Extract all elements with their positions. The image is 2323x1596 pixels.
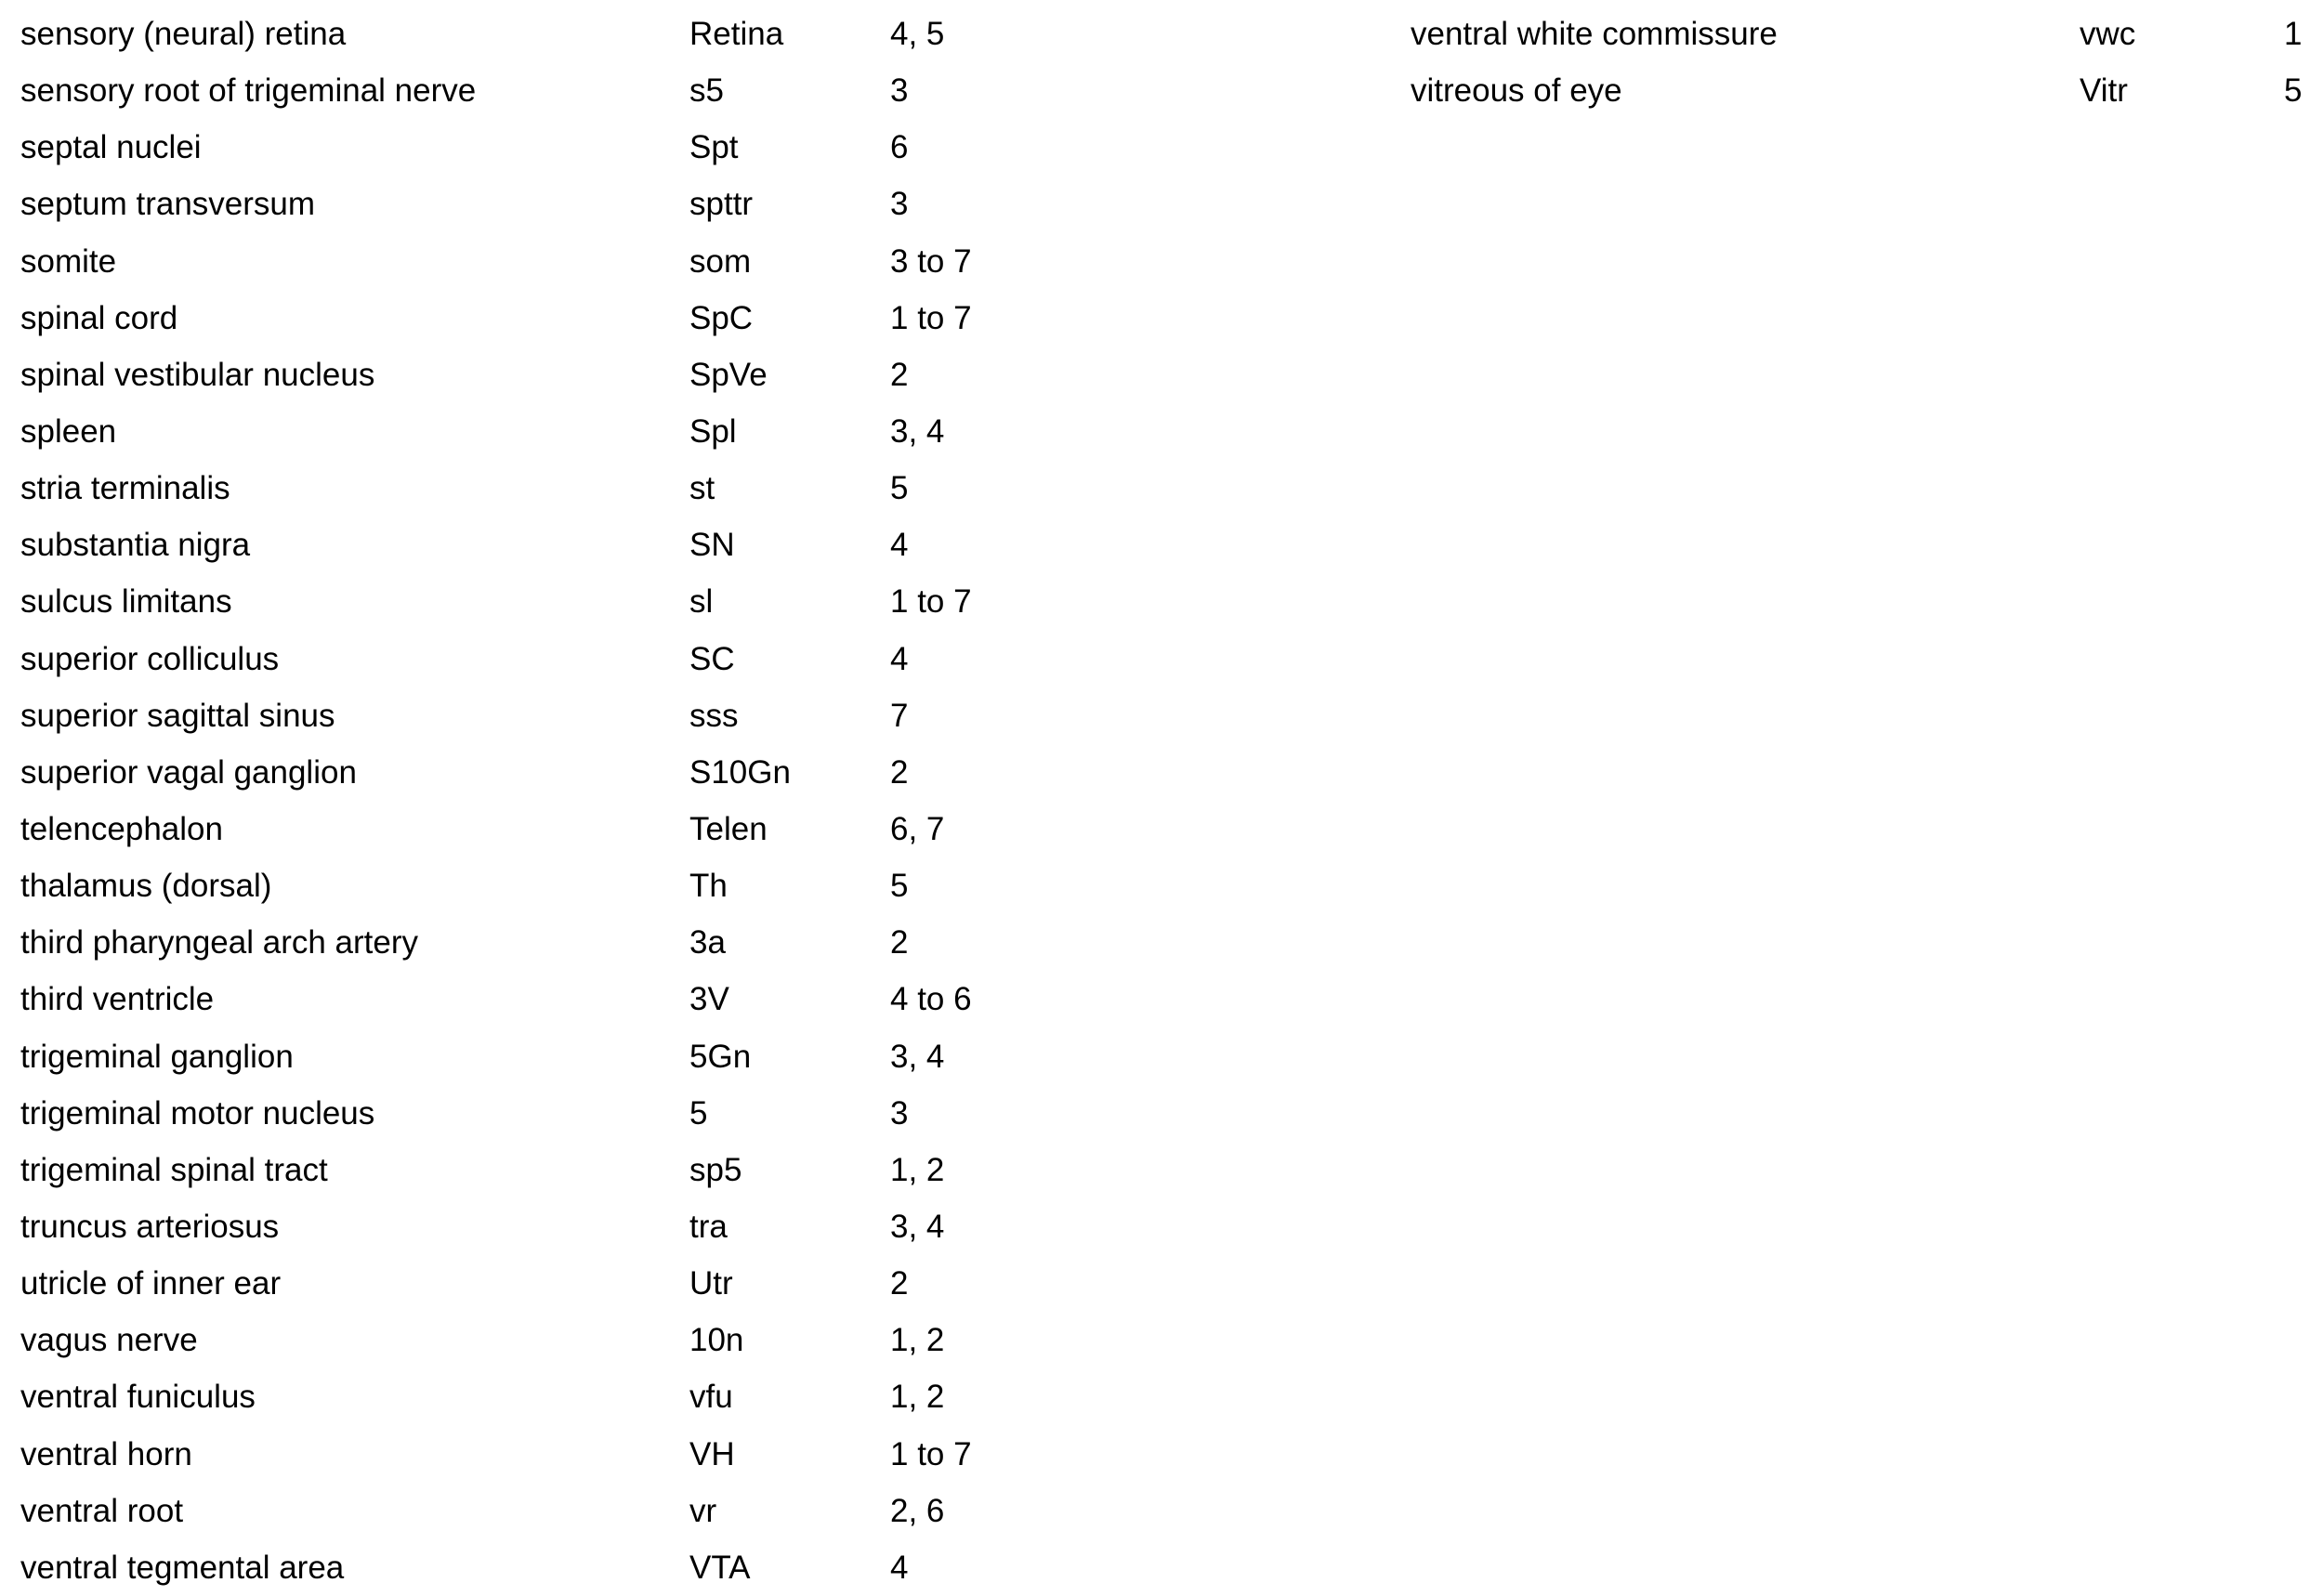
anatomical-term: trigeminal motor nucleus xyxy=(20,1094,375,1132)
index-row xyxy=(20,347,1043,403)
index-row xyxy=(20,1028,1043,1085)
anatomical-term: ventral white commissure xyxy=(1411,16,1778,52)
term-abbreviation: SpVe xyxy=(689,356,768,393)
figure-references: 1, 2 xyxy=(890,1379,945,1416)
figure-references: 4, 5 xyxy=(890,16,945,52)
anatomical-term: truncus arteriosus xyxy=(20,1208,280,1245)
index-row xyxy=(1411,62,2303,119)
anatomical-term: ventral root xyxy=(20,1492,184,1529)
figure-references: 1, 2 xyxy=(890,1322,945,1359)
term-abbreviation: 5 xyxy=(689,1094,708,1132)
anatomical-term: ventral horn xyxy=(20,1435,192,1472)
anatomical-term: telencephalon xyxy=(20,810,223,847)
figure-references: 2, 6 xyxy=(890,1492,945,1529)
index-row xyxy=(20,517,1043,573)
figure-references: 6, 7 xyxy=(890,810,945,847)
index-row xyxy=(20,1085,1043,1142)
figure-references: 5 xyxy=(2284,72,2303,110)
figure-references: 1 to 7 xyxy=(890,1435,972,1472)
index-column-right xyxy=(1411,6,2303,119)
index-row xyxy=(20,403,1043,460)
term-abbreviation: sp5 xyxy=(689,1151,742,1188)
index-row xyxy=(20,631,1043,687)
term-abbreviation: Spl xyxy=(689,412,737,450)
figure-references: 2 xyxy=(890,1265,909,1302)
figure-references: 2 xyxy=(890,753,909,791)
anatomical-term: septal nuclei xyxy=(20,129,202,166)
term-abbreviation: tra xyxy=(689,1208,728,1245)
anatomical-term: ventral funiculus xyxy=(20,1379,256,1416)
term-abbreviation: Vitr xyxy=(2080,72,2128,110)
term-abbreviation: Th xyxy=(689,868,728,905)
term-abbreviation: vwc xyxy=(2080,16,2136,52)
figure-references: 5 xyxy=(890,868,909,905)
index-row xyxy=(20,744,1043,801)
anatomical-term: septum transversum xyxy=(20,186,316,223)
index-row xyxy=(20,1483,1043,1539)
term-abbreviation: som xyxy=(689,242,752,280)
figure-references: 3 to 7 xyxy=(890,242,972,280)
figure-references: 5 xyxy=(890,470,909,507)
term-abbreviation: s5 xyxy=(689,72,724,110)
figure-references: 3, 4 xyxy=(890,1208,945,1245)
figure-references: 4 xyxy=(890,527,909,564)
term-abbreviation: spttr xyxy=(689,186,754,223)
index-row xyxy=(20,1539,1043,1596)
figure-references: 6 xyxy=(890,129,909,166)
figure-references: 3 xyxy=(890,186,909,223)
anatomical-term: superior sagittal sinus xyxy=(20,697,335,734)
figure-references: 2 xyxy=(890,356,909,393)
figure-references: 1 xyxy=(2284,16,2303,52)
index-row xyxy=(20,687,1043,744)
term-abbreviation: vr xyxy=(689,1492,717,1529)
index-row xyxy=(20,1198,1043,1255)
term-abbreviation: 5Gn xyxy=(689,1038,752,1075)
figure-references: 4 xyxy=(890,640,909,677)
index-row xyxy=(20,1312,1043,1368)
index-row xyxy=(20,1255,1043,1312)
anatomical-term: superior colliculus xyxy=(20,640,280,677)
term-abbreviation: Utr xyxy=(689,1265,733,1302)
anatomical-term: substantia nigra xyxy=(20,527,251,564)
figure-references: 4 xyxy=(890,1549,909,1586)
figure-references: 1 to 7 xyxy=(890,299,972,336)
index-row xyxy=(20,460,1043,517)
anatomical-term: utricle of inner ear xyxy=(20,1265,282,1302)
anatomical-term: somite xyxy=(20,242,117,280)
anatomical-term: spinal cord xyxy=(20,299,178,336)
anatomical-term: sensory root of trigeminal nerve xyxy=(20,72,477,110)
anatomical-term: trigeminal spinal tract xyxy=(20,1151,328,1188)
anatomical-term: trigeminal ganglion xyxy=(20,1038,294,1075)
anatomical-term: stria terminalis xyxy=(20,470,230,507)
term-abbreviation: Spt xyxy=(689,129,739,166)
anatomical-term: spleen xyxy=(20,412,117,450)
term-abbreviation: S10Gn xyxy=(689,753,791,791)
term-abbreviation: Retina xyxy=(689,16,784,52)
term-abbreviation: VH xyxy=(689,1435,735,1472)
term-abbreviation: st xyxy=(689,470,715,507)
anatomical-term: vagus nerve xyxy=(20,1322,198,1359)
index-row xyxy=(20,290,1043,347)
index-row xyxy=(1411,6,2303,62)
term-abbreviation: sl xyxy=(689,583,714,621)
term-abbreviation: SpC xyxy=(689,299,754,336)
index-row xyxy=(20,573,1043,630)
term-abbreviation: sss xyxy=(689,697,739,734)
term-abbreviation: 3V xyxy=(689,981,729,1018)
index-row xyxy=(20,233,1043,290)
anatomical-term: third pharyngeal arch artery xyxy=(20,924,418,962)
term-abbreviation: 3a xyxy=(689,924,726,962)
figure-references: 2 xyxy=(890,924,909,962)
anatomical-term: third ventricle xyxy=(20,981,215,1018)
index-row xyxy=(20,857,1043,914)
anatomical-term: sulcus limitans xyxy=(20,583,232,621)
index-row xyxy=(20,1368,1043,1425)
term-abbreviation: SC xyxy=(689,640,735,677)
index-row xyxy=(20,914,1043,971)
index-row xyxy=(20,1142,1043,1198)
anatomical-term: spinal vestibular nucleus xyxy=(20,356,375,393)
index-row xyxy=(20,62,1043,119)
term-abbreviation: Telen xyxy=(689,810,768,847)
figure-references: 3, 4 xyxy=(890,412,945,450)
figure-references: 1 to 7 xyxy=(890,583,972,621)
index-row xyxy=(20,971,1043,1027)
term-abbreviation: vfu xyxy=(689,1379,733,1416)
index-column-left xyxy=(20,6,1043,1596)
index-row xyxy=(20,176,1043,232)
figure-references: 3 xyxy=(890,72,909,110)
index-row xyxy=(20,1426,1043,1483)
figure-references: 3 xyxy=(890,1094,909,1132)
term-abbreviation: VTA xyxy=(689,1549,751,1586)
term-abbreviation: 10n xyxy=(689,1322,744,1359)
figure-references: 3, 4 xyxy=(890,1038,945,1075)
anatomical-term: superior vagal ganglion xyxy=(20,753,357,791)
anatomical-term: thalamus (dorsal) xyxy=(20,868,272,905)
index-row xyxy=(20,119,1043,176)
figure-references: 4 to 6 xyxy=(890,981,972,1018)
anatomical-term: sensory (neural) retina xyxy=(20,16,347,52)
index-row xyxy=(20,6,1043,62)
figure-references: 1, 2 xyxy=(890,1151,945,1188)
figure-references: 7 xyxy=(890,697,909,734)
anatomical-term: ventral tegmental area xyxy=(20,1549,345,1586)
index-row xyxy=(20,801,1043,857)
term-abbreviation: SN xyxy=(689,527,735,564)
anatomical-term: vitreous of eye xyxy=(1411,72,1622,110)
